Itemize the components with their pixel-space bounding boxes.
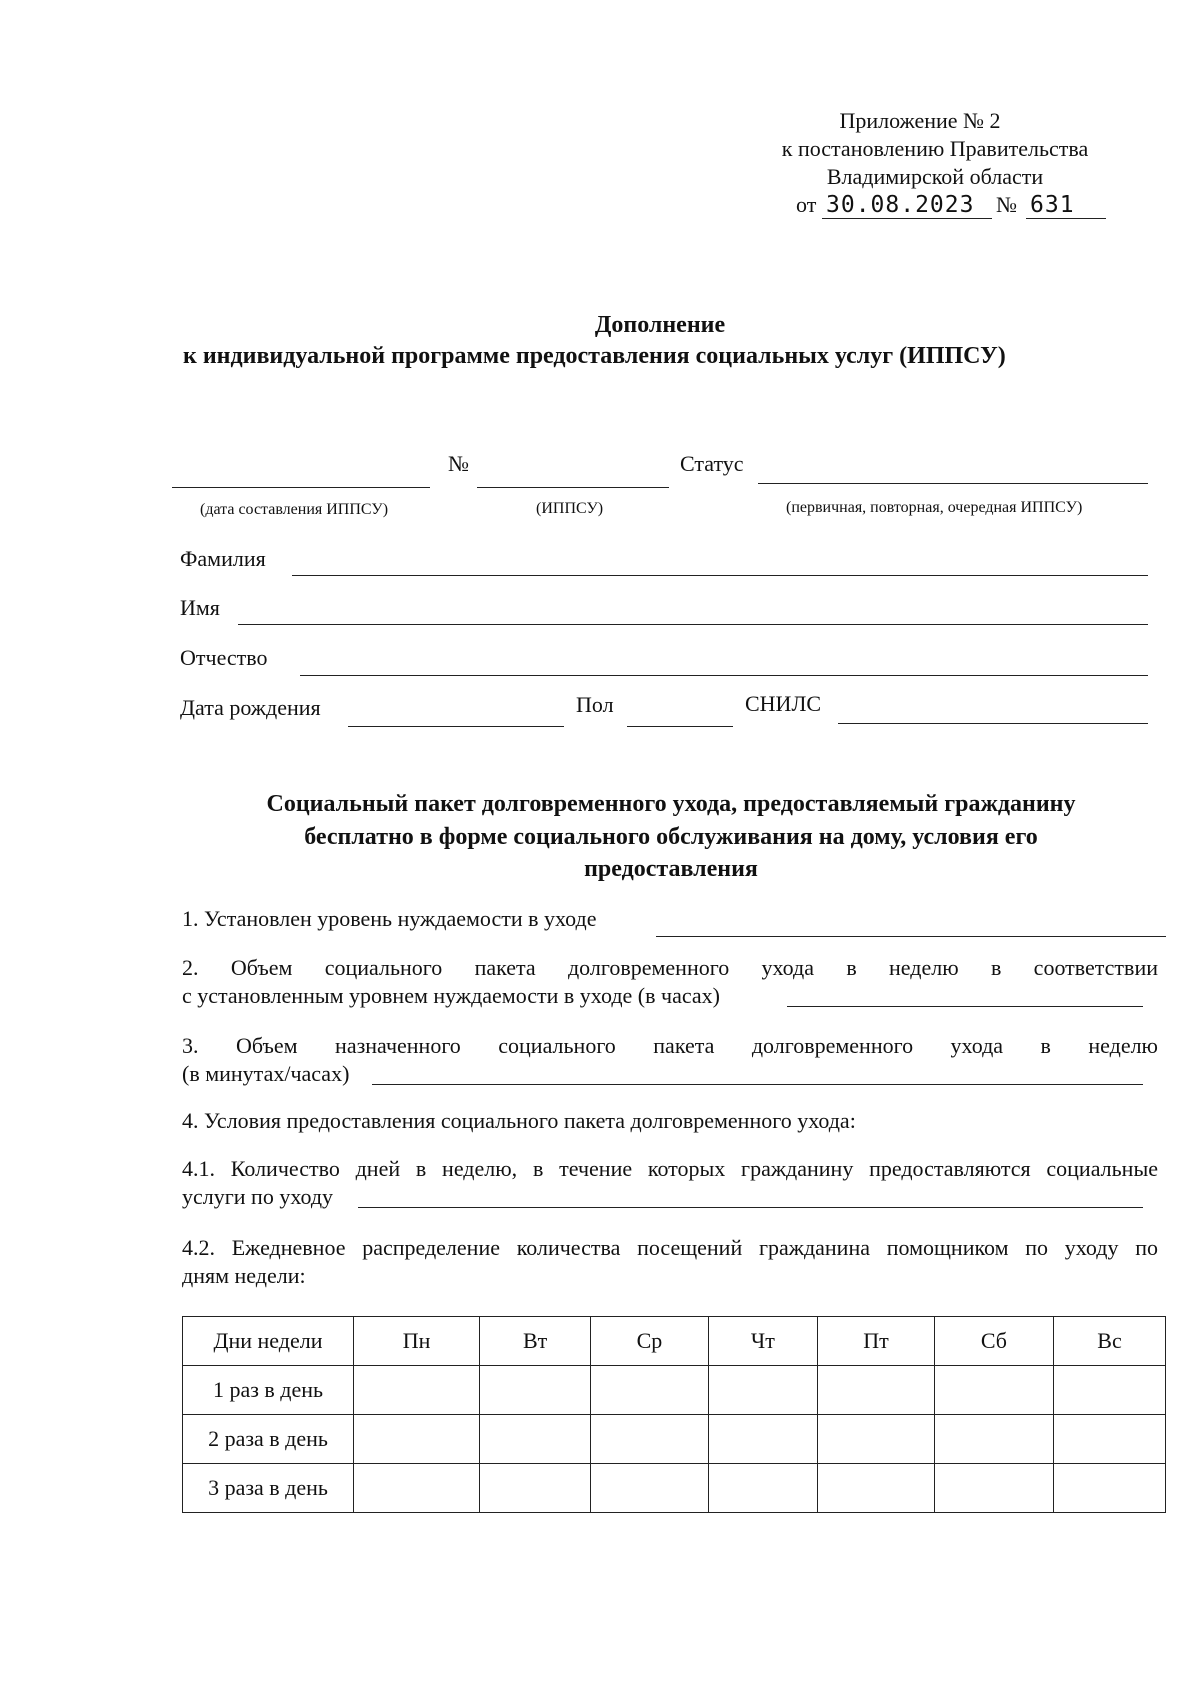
appendix-number: Приложение № 2 [839,108,1001,133]
item-4-text: 4. Условия предоставления социального пакета долговременного ухода: [182,1108,856,1133]
decree-reference: к постановлению Правительства [781,136,1089,161]
name-label: Имя [180,595,220,620]
table-cell[interactable] [708,1366,818,1415]
table-row [183,1415,1166,1464]
table-cell[interactable] [818,1366,935,1415]
table-cell[interactable] [591,1464,708,1513]
table-cell[interactable] [480,1464,591,1513]
table-cell[interactable] [934,1415,1053,1464]
section-heading-line3: предоставления [584,856,758,882]
row-label-thrice: 3 раза в день [183,1464,354,1513]
day-header-fri: Пт [818,1317,935,1366]
table-header-cell: Дни недели [183,1317,354,1366]
decree-number: 631 [1030,192,1075,218]
doc-subtitle: к индивидуальной программе предоставления социальных услуг (ИППСУ) [183,343,1006,369]
birth-date-label: Дата рождения [180,695,321,720]
table-cell[interactable] [934,1464,1053,1513]
day-header-sun: Вс [1054,1317,1166,1366]
decree-date-line [822,218,992,219]
surname-label: Фамилия [180,546,266,571]
decree-date: 30.08.2023 [826,192,975,218]
table-cell[interactable] [708,1464,818,1513]
item-3-line2: (в минутах/часах) [182,1061,350,1086]
date-prefix: от [796,192,817,217]
section-heading-line2: бесплатно в форме социального обслуживания на дому, условия его [304,824,1038,850]
ippsu-number-line [477,487,669,488]
doc-title: Дополнение [594,312,726,338]
snils-line [838,723,1148,724]
status-label: Статус [680,451,744,476]
day-header-mon: Пн [354,1317,480,1366]
item-1-text: 1. Установлен уровень нуждаемости в уходе [182,906,597,931]
item-4-1-line2: услуги по уходу [182,1184,334,1209]
row-label-once: 1 раз в день [183,1366,354,1415]
table-cell[interactable] [354,1464,480,1513]
region-name: Владимирской области [826,164,1044,189]
item-3-line1: 3. Объем назначенного социального пакета долговременного ухода в неделю [182,1033,1158,1058]
table-row [183,1464,1166,1513]
row-label-twice: 2 раза в день [183,1415,354,1464]
item-4-2-line2: дням недели: [182,1263,306,1288]
table-cell[interactable] [480,1366,591,1415]
day-header-wed: Ср [591,1317,708,1366]
item-4-1-line1: 4.1. Количество дней в неделю, в течение которых гражданину предоставляются социальные [182,1156,1158,1181]
item-3-line [372,1084,1143,1085]
table-cell[interactable] [708,1415,818,1464]
ippsu-number-caption: (ИППСУ) [536,500,604,517]
sex-line [627,726,733,727]
patronymic-label: Отчество [180,645,268,670]
table-cell[interactable] [934,1366,1053,1415]
weekly-visits-table [182,1316,1166,1513]
table-cell[interactable] [591,1415,708,1464]
item-2-line2: с установленным уровнем нуждаемости в уходе (в часах) [182,983,720,1008]
section-heading-line1: Социальный пакет долговременного ухода, предоставляемый гражданину [266,791,1076,817]
table-cell[interactable] [1054,1464,1166,1513]
status-caption: (первичная, повторная, очередная ИППСУ) [786,499,1083,516]
table-cell[interactable] [1054,1415,1166,1464]
patronymic-line [300,675,1148,676]
day-header-tue: Вт [480,1317,591,1366]
number-sign: № [996,192,1017,217]
item-2-line [787,1006,1143,1007]
snils-label: СНИЛС [745,691,822,716]
day-header-thu: Чт [708,1317,818,1366]
item-4-2-line1: 4.2. Ежедневное распределение количества посещений гражданина помощником по уходу по [182,1235,1158,1260]
table-cell[interactable] [480,1415,591,1464]
birth-date-line [348,726,564,727]
item-2-line1: 2. Объем социального пакета долговременного ухода в неделю в соответствии [182,955,1158,980]
item-4-1-line [358,1207,1143,1208]
ippsu-date-line [172,487,430,488]
status-line [758,483,1148,484]
ippsu-number-label: № [448,451,469,476]
table-cell[interactable] [354,1415,480,1464]
surname-line [292,575,1148,576]
decree-number-line [1026,218,1106,219]
ippsu-date-caption: (дата составления ИППСУ) [200,501,389,518]
item-1-line [656,936,1166,937]
table-cell[interactable] [354,1366,480,1415]
table-cell[interactable] [1054,1366,1166,1415]
sex-label: Пол [576,692,614,717]
table-cell[interactable] [818,1464,935,1513]
table-cell[interactable] [818,1415,935,1464]
name-line [238,624,1148,625]
day-header-sat: Сб [934,1317,1053,1366]
table-cell[interactable] [591,1366,708,1415]
table-header-row [183,1317,1166,1366]
table-row [183,1366,1166,1415]
